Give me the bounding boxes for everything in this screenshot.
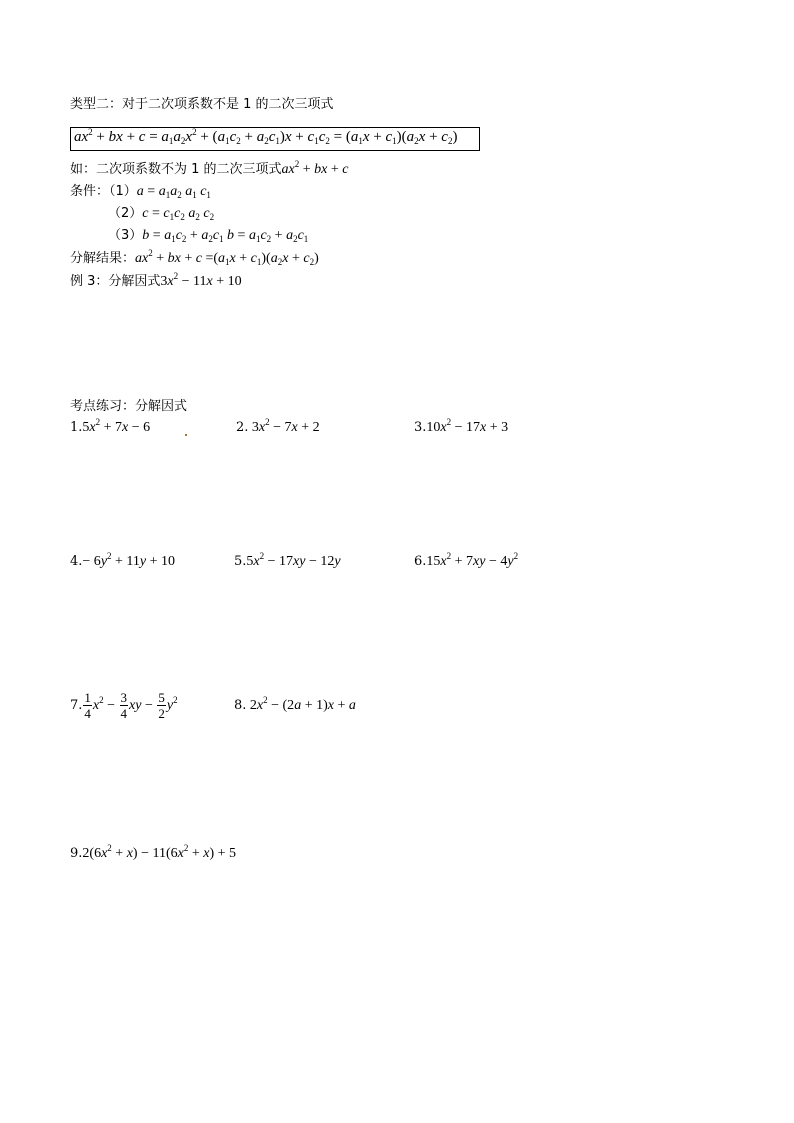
problem-9-formula: $2(6x^2 + x) - 11(6x^2 + x) + 5$ <box>82 843 237 861</box>
problem-6 <box>414 553 518 571</box>
problem-7-number: 7. <box>70 698 83 713</box>
problem-2-formula: $3x^2 - 7x + 2$ <box>248 417 320 435</box>
intro-text: 如：二次项系数不为 1 的二次三项式 <box>70 162 282 177</box>
problem-8-formula: $2x^2 - (2a + 1)x + a$ <box>246 695 356 713</box>
problem-1 <box>70 419 150 437</box>
problem-4-number: 4. <box>70 554 83 569</box>
fraction-one-quarter: $\frac{1}{4}$ <box>84 690 91 722</box>
problem-8 <box>234 697 356 715</box>
result-label: 分解结果： <box>70 251 136 266</box>
intro-formula: $ax^2$ + bx + c <box>281 159 349 177</box>
problem-3 <box>414 419 508 437</box>
formula-box <box>70 127 480 151</box>
condition-2-formula: $c = c_1c_2$ $a_2$ $c_2$ <box>142 206 215 222</box>
condition-3-formula: $b = a_1c_2 + a_2c_1$ $b = a_1c_2 + a_2c_1$ <box>142 228 309 244</box>
problem-3-formula: $10x^2 - 17x + 3$ <box>426 417 509 435</box>
condition-1-number: （1） <box>109 184 137 199</box>
conditions-label: 条件： <box>70 184 110 199</box>
section-heading: 类型二：对于二次项系数不是 1 的二次三项式 <box>70 97 334 112</box>
condition-2-number: （2） <box>108 206 143 221</box>
problem-4 <box>70 553 175 571</box>
problem-3-number: 3. <box>414 420 427 435</box>
example-label: 例 3：分解因式 <box>70 274 161 289</box>
problem-8-number: 8. <box>234 698 247 713</box>
result-formula: $ax^2$ + bx + $c =(a_1x + c_1)(a_2x + c_2)$ <box>135 248 319 267</box>
condition-3-number: （3） <box>108 228 143 243</box>
stray-dot <box>185 434 187 436</box>
problem-7-formula: $\frac{1}{4}$ $x^2$ − $\frac{3}{4}$ xy − $\frac{5}{2}$ $y^2$ <box>84 690 178 722</box>
problem-6-formula: $15x^2 + 7xy - 4y^2$ <box>426 551 519 569</box>
problem-5-number: 5. <box>234 554 247 569</box>
condition-3 <box>108 227 308 245</box>
fraction-five-halves: $\frac{5}{2}$ <box>158 690 165 722</box>
problem-4-formula: − $6y^2 + 11y + 10$ <box>82 551 176 569</box>
problem-5-formula: $5x^2 - 17xy - 12y$ <box>246 551 341 569</box>
practice-heading: 考点练习：分解因式 <box>70 399 188 414</box>
problem-9-number: 9. <box>70 846 83 861</box>
problem-2-number: 2. <box>236 420 249 435</box>
problem-1-formula: $5x^2 + 7x - 6$ <box>82 417 151 435</box>
result-line <box>70 250 319 268</box>
problem-7 <box>70 689 178 723</box>
general-formula: $ax^2$ + bx + $c = a_1a_2x^2 + (a_1c_2 + a_2c_1)x + c_1c_2 = (a_1x + c_1)(a_2x + c_2)$ <box>74 127 458 146</box>
problem-5 <box>234 553 341 571</box>
condition-1-formula: $a = a_1a_2$ $a_1$ $c_1$ <box>136 184 211 200</box>
fraction-three-quarters: $\frac{3}{4}$ <box>120 690 128 722</box>
problem-6-number: 6. <box>414 554 427 569</box>
intro-line <box>70 161 349 179</box>
problem-1-number: 1. <box>70 420 83 435</box>
condition-2 <box>108 205 214 223</box>
example-formula: $3x^2 - 11x + 10$ <box>160 271 242 289</box>
example-3 <box>70 273 242 291</box>
problem-2 <box>236 419 320 437</box>
condition-1 <box>70 183 211 201</box>
problem-9 <box>70 845 236 863</box>
